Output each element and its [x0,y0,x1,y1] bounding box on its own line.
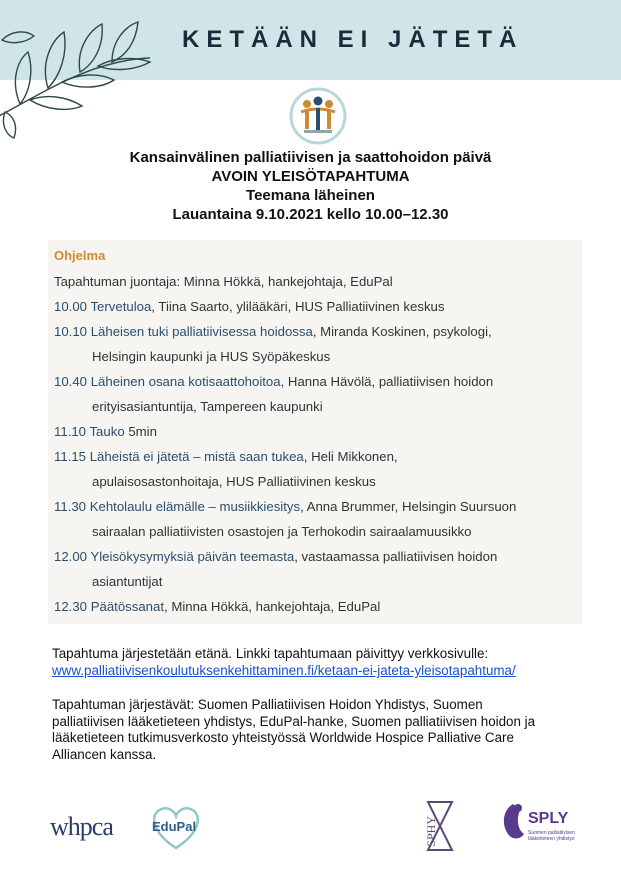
whpca-logo [50,812,113,842]
partner-logos [0,790,621,860]
organizers-info [52,697,535,763]
item-speaker: , Tiina Saarto, ylilääkäri, HUS Palliatiivinen keskus [151,299,445,314]
organizers-line: palliatiivisen lääketieteen yhdistys, EduPal-hanke, Suomen palliatiivisen hoidon ja [52,713,536,729]
program-item [54,374,493,389]
item-time: 10.40 [54,374,88,389]
item-time: 12.30 [54,599,88,614]
item-topic: Yleisökysymyksiä päivän teemasta [90,549,295,564]
item-speaker: , Heli Mikkonen, [303,449,398,464]
organizers-line: Tapahtuman järjestävät: Suomen Palliatiivisen Hoidon Yhdistys, Suomen [52,697,483,712]
remote-info [52,645,516,679]
item-speaker: , Miranda Koskinen, psykologi, [312,324,492,339]
program-item [54,499,516,514]
program-item [54,549,497,564]
item-speaker: , vastaamassa palliatiivisen hoidon [294,549,498,564]
sphy-logo [420,798,460,854]
program-item [54,449,398,464]
program-item [54,299,444,314]
event-logo-icon [288,86,348,146]
item-speaker: , Anna Brummer, Helsingin Suursuon [300,499,517,514]
item-speaker: , Minna Hökkä, hankejohtaja, EduPal [164,599,381,614]
sphy-logo-text: SPHY [424,816,438,847]
event-header [0,148,621,224]
whpca-logo-text: whpca [50,812,113,841]
event-link[interactable]: www.palliatiivisenkoulutuksenkehittaminen.fi/ketaan-ei-jateta-yleisotapahtuma/ [52,663,516,678]
event-title: KETÄÄN EI JÄTETÄ [182,26,524,53]
sply-logo-text: SPLY [528,810,569,827]
item-topic: Läheisen tuki palliatiivisessa hoidossa [90,324,313,339]
program-item [54,324,492,339]
item-topic: Kehtolaulu elämälle – musiikkiesitys [89,499,301,514]
item-speaker: 5min [124,424,157,439]
item-topic: Päätössanat [90,599,165,614]
program-box [48,240,582,624]
sply-subtitle-1: Suomen palliatiivisen [528,830,575,836]
item-time: 11.10 [54,424,87,439]
item-topic: Tervetuloa [90,299,152,314]
item-topic: Läheistä ei jätetä – mistä saan tukea [89,449,304,464]
organizers-line: lääketieteen tutkimusverkosto yhteistyössä Worldwide Hospice Palliative Care [52,730,514,745]
item-time: 12.00 [54,549,88,564]
remote-info-text: Tapahtuma järjestetään etänä. Linkki tapahtumaan päivittyy verkkosivulle: [52,646,489,661]
program-item [54,599,380,614]
item-time: 11.30 [54,499,87,514]
sply-emblem-icon [498,800,528,844]
program-title: Ohjelma [54,248,106,263]
item-continuation: asiantuntijat [92,574,163,589]
item-time: 10.00 [54,299,88,314]
item-time: 11.15 [54,449,87,464]
item-continuation: sairaalan palliatiivisten osastojen ja Terhokodin sairaalamuusikko [92,524,472,539]
item-topic: Tauko [89,424,125,439]
sply-subtitle-2: lääketieteen yhdistys [528,836,575,842]
organizers-line: Alliancen kanssa. [52,746,157,762]
header-line-4: Lauantaina 9.10.2021 kello 10.00–12.30 [172,206,449,223]
sply-logo [498,800,578,856]
item-topic: Läheinen osana kotisaattohoitoa [90,374,281,389]
program-item [54,424,157,439]
edupal-logo-text: EduPal [152,819,197,834]
program-host: Tapahtuman juontaja: Minna Hökkä, hankejohtaja, EduPal [54,274,393,289]
item-continuation: erityisasiantuntija, Tampereen kaupunki [92,399,323,414]
leaf-branch-illustration [0,0,170,140]
item-time: 10.10 [54,324,88,339]
header-line-3: Teemana läheinen [246,187,375,204]
item-continuation: Helsingin kaupunki ja HUS Syöpäkeskus [92,349,331,364]
item-continuation: apulaisosastonhoitaja, HUS Palliatiivinen keskus [92,474,376,489]
item-speaker: , Hanna Hävölä, palliatiivisen hoidon [280,374,494,389]
edupal-logo [148,802,204,852]
header-line-2: AVOIN YLEISÖTAPAHTUMA [211,168,410,185]
header-line-1: Kansainvälinen palliatiivisen ja saattohoidon päivä [129,149,492,166]
